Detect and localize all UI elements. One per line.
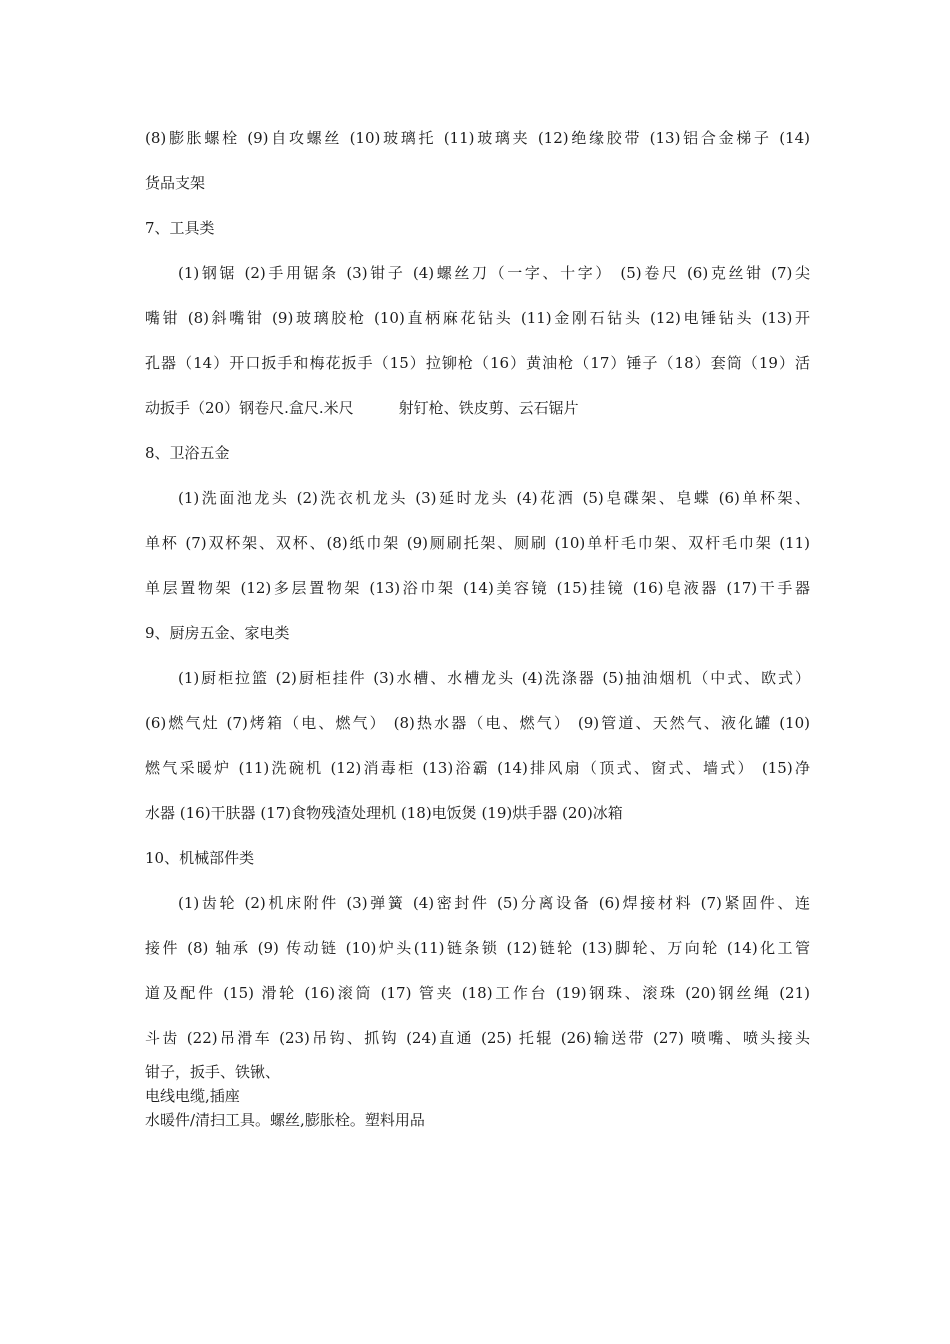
text-line: 水器 (16)干肤器 (17)食物残渣处理机 (18)电饭煲 (19)烘手器 (20)冰箱 bbox=[145, 804, 623, 822]
section-heading: 9、厨房五金、家电类 bbox=[145, 624, 290, 642]
text-line: (1)洗面池龙头 (2)洗衣机龙头 (3)延时龙头 (4)花洒 (5)皂碟架、皂蝶 (6)单杯架、 bbox=[178, 489, 810, 507]
text-line: (1)齿轮 (2)机床附件 (3)弹簧 (4)密封件 (5)分离设备 (6)焊接材料 (7)紧固件、连 bbox=[178, 894, 810, 912]
text-line: 动扳手（20）钢卷尺.盒尺.米尺 射钉枪、铁皮剪、云石锯片 bbox=[145, 399, 579, 417]
text-line: 斗齿 (22)吊滑车 (23)吊钩、抓钩 (24)直通 (25) 托辊 (26)输送带 (27) 喷嘴、喷头接头 bbox=[145, 1029, 810, 1047]
section-heading: 7、工具类 bbox=[145, 219, 215, 237]
text-line: 嘴钳 (8)斜嘴钳 (9)玻璃胶枪 (10)直柄麻花钻头 (11)金刚石钻头 (12)电锤钻头 (13)开 bbox=[145, 309, 810, 327]
text-line: 道及配件 (15) 滑轮 (16)滚筒 (17) 管夹 (18)工作台 (19)钢珠、滚珠 (20)钢丝绳 (21) bbox=[145, 984, 810, 1002]
text-line: 货品支架 bbox=[145, 174, 206, 192]
text-line: 孔器（14）开口扳手和梅花扳手（15）拉铆枪（16）黄油枪（17）锤子（18）套筒（19）活 bbox=[145, 354, 810, 372]
text-line: 燃气采暖炉 (11)洗碗机 (12)消毒柜 (13)浴霸 (14)排风扇（顶式、窗式、墙式） (15)净 bbox=[145, 759, 810, 777]
text-line: (8)膨胀螺栓 (9)自攻螺丝 (10)玻璃托 (11)玻璃夹 (12)绝缘胶带 (13)铝合金梯子 (14) bbox=[145, 129, 810, 147]
text-line: 接件 (8) 轴承 (9) 传动链 (10)炉头(11)链条锁 (12)链轮 (13)脚轮、万向轮 (14)化工管 bbox=[145, 939, 810, 957]
text-line: (6)燃气灶 (7)烤箱（电、燃气） (8)热水器（电、燃气） (9)管道、天然气、液化罐 (10) bbox=[145, 714, 810, 732]
text-line: 电线电缆,插座 bbox=[145, 1087, 240, 1105]
text-line: (1)厨柜拉篮 (2)厨柜挂件 (3)水槽、水槽龙头 (4)洗涤器 (5)抽油烟机（中式、欧式） bbox=[178, 669, 810, 687]
text-line: 单层置物架 (12)多层置物架 (13)浴巾架 (14)美容镜 (15)挂镜 (16)皂液器 (17)干手器 bbox=[145, 579, 810, 597]
text-line: 水暖件/清扫工具。螺丝,膨胀栓。塑料用品 bbox=[145, 1111, 425, 1129]
text-line: (1)钢锯 (2)手用锯条 (3)钳子 (4)螺丝刀（一字、十字） (5)卷尺 (6)克丝钳 (7)尖 bbox=[178, 264, 810, 282]
section-heading: 8、卫浴五金 bbox=[145, 444, 230, 462]
section-heading: 10、机械部件类 bbox=[145, 849, 255, 867]
text-line: 钳子，扳手、铁锹、 bbox=[145, 1063, 281, 1081]
text-line: 单杯 (7)双杯架、双杯、(8)纸巾架 (9)厕刷托架、厕刷 (10)单杆毛巾架、双杆毛巾架 (11) bbox=[145, 534, 810, 552]
